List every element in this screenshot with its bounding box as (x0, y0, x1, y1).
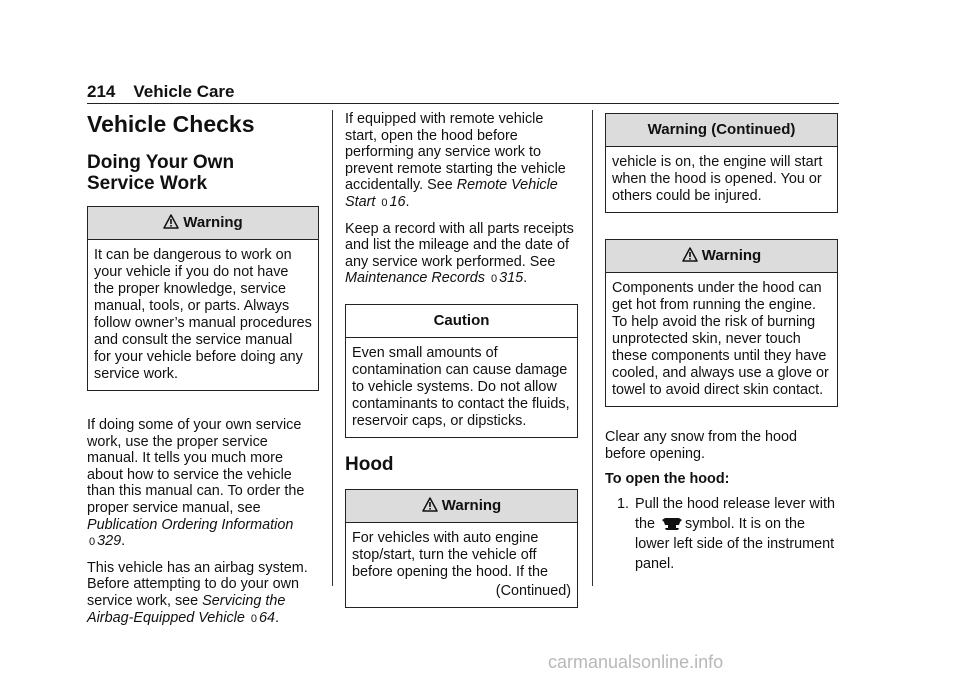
column-divider-2 (592, 110, 593, 586)
caution-box-body: Even small amounts of contamination can cause damage to vehicle systems. Do not allow contaminants to contact the fluids, reservoir caps, or dipsticks. (352, 344, 570, 429)
procedure-steps (605, 494, 838, 574)
warning-box (87, 206, 319, 391)
section-heading: Vehicle Checks (87, 111, 255, 137)
warning-triangle-icon (163, 214, 179, 229)
car-hood-icon (661, 517, 683, 531)
warning-box-body: Components under the hood can get hot from running the engine. To help avoid the risk of burning unprotected skin, never touch these components until they have cooled, and always use a glove or towel to avoid direct skin contact. (612, 280, 829, 398)
warning-title: Warning (183, 214, 243, 231)
warning-triangle-icon (422, 497, 438, 512)
paragraph: If equipped with remote vehicle start, open the hood before performing any service work to prevent remote starting the vehicle accidentally. See Remote Vehicle Start 0 16. (345, 111, 566, 210)
page-ref-icon: 0 (250, 612, 257, 625)
warning-title: Warning (701, 247, 762, 264)
warning-triangle-icon (682, 247, 698, 262)
paragraph: This vehicle has an airbag system. Before attempting to do your own service work, see Servicing the Airbag-Equipped Vehicle 0 64. (87, 559, 308, 626)
warning-continued-box (605, 113, 838, 213)
subsection-heading (87, 152, 319, 194)
continued-label: (Continued) (495, 582, 571, 599)
step-text: Pull the hood release lever with the (635, 495, 835, 532)
paragraph-text: If equipped with remote vehicle start, open the hood before performing any service work to prevent remote starting the vehicle accidentally. See (345, 111, 566, 194)
warning-box (605, 239, 838, 407)
watermark: carmanualsonline.info (548, 652, 724, 672)
paragraph: Keep a record with all parts receipts and list the mileage and the date of any service work performed. See Maintenance Records 0 315. (345, 220, 574, 287)
procedure-step (633, 494, 838, 574)
page-header (87, 82, 235, 102)
procedure-heading: To open the hood: (605, 471, 730, 488)
page-number: 214 (87, 82, 116, 101)
step-text: symbol. It is on the lower left side of the instrument panel. (635, 515, 835, 572)
page-ref-icon: 0 (381, 196, 388, 209)
warning-box-header (606, 240, 837, 273)
subtitle-line-1: Doing Your Own (87, 152, 235, 173)
section-title: Vehicle Care (133, 82, 235, 101)
column-2 (345, 111, 578, 624)
cross-reference-link[interactable]: Remote Vehicle Start (345, 177, 558, 210)
page-reference[interactable]: 329 (97, 533, 122, 550)
hood-heading: Hood (345, 453, 394, 475)
subtitle-line-2: Service Work (87, 173, 208, 194)
page-reference[interactable]: 16 (389, 193, 406, 210)
column-divider-1 (332, 110, 333, 586)
warning-continued-body: vehicle is on, the engine will start when the hood is opened. You or others could be injured. (612, 154, 823, 204)
page-ref-icon: 0 (491, 273, 498, 286)
cross-reference-link[interactable]: Publication Ordering Information (87, 516, 294, 533)
page-reference[interactable]: 64 (259, 609, 276, 626)
warning-box-header (88, 207, 318, 240)
warning-text: For vehicles with auto engine stop/start, turn the vehicle off before opening the hood. If the (352, 529, 549, 580)
page-reference[interactable]: 315 (499, 270, 524, 287)
warning-box (345, 489, 578, 608)
warning-box-body (346, 523, 577, 607)
caution-box-header: Caution (346, 305, 577, 338)
warning-box-body: It can be dangerous to work on your vehicle if you do not have the proper knowledge, service manual, tools, or parts. Always follow owner’s manual procedures and consult the service manual for your vehicle before doing any service work. (94, 247, 312, 382)
paragraph: If doing some of your own service work, use the proper service manual. It tells you much more about how to service the vehicle than this manual can. To order the proper service manual, see Publication Ordering Information 0 329. (87, 417, 305, 550)
paragraph: Clear any snow from the hood before opening. (605, 429, 797, 462)
paragraph-text: Keep a record with all parts receipts and list the mileage and the date of any service work performed. See (345, 220, 574, 270)
cross-reference-link[interactable]: Servicing the Airbag-Equipped Vehicle (87, 592, 286, 626)
caution-box (345, 304, 578, 438)
cross-reference-link[interactable]: Maintenance Records (345, 270, 485, 287)
warning-continued-header: Warning (Continued) (606, 114, 837, 147)
warning-title: Warning (441, 496, 502, 514)
column-1 (87, 111, 319, 636)
paragraph-text: This vehicle has an airbag system. Before attempting to do your own service work, see (87, 559, 308, 609)
page-ref-icon: 0 (89, 536, 96, 549)
warning-box-header (346, 490, 577, 523)
column-3 (605, 113, 838, 574)
paragraph-text: If doing some of your own service work, use the proper service manual. It tells you much more about how to service the vehicle than this manual can. To order the proper service manual, see (87, 417, 305, 516)
header-rule (87, 103, 839, 104)
